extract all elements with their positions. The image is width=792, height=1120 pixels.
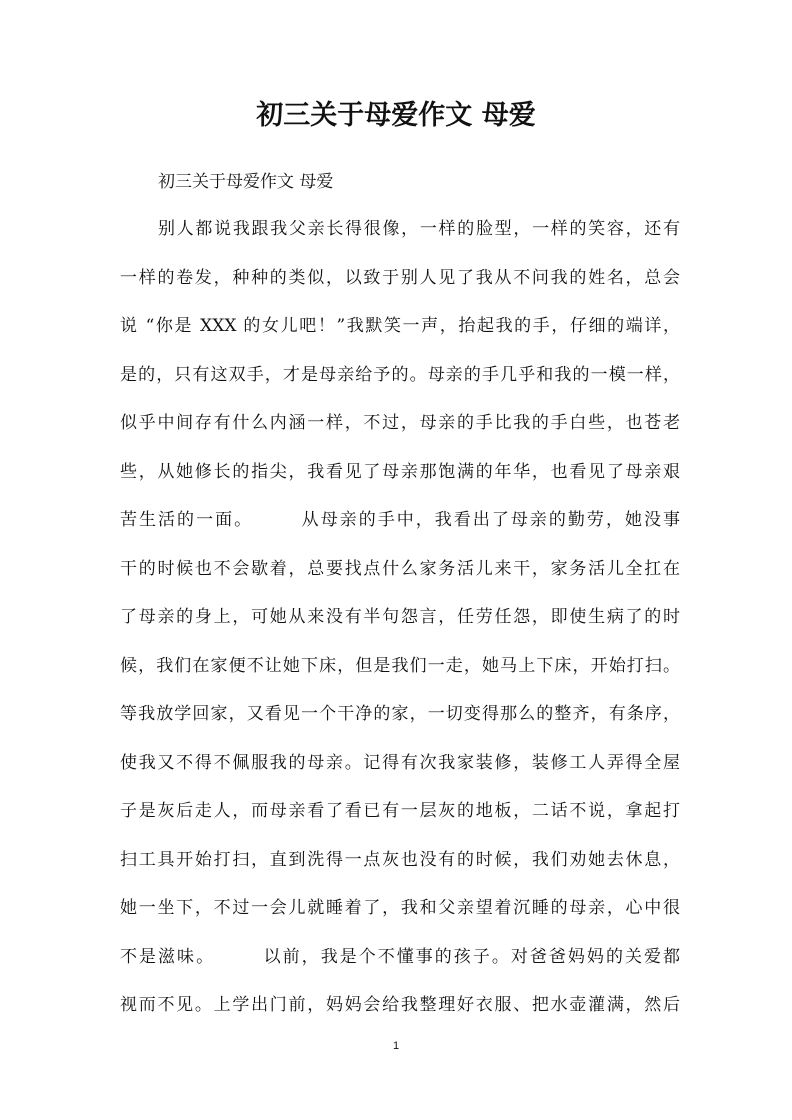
document-subtitle: 初三关于母爱作文 母爱 — [158, 172, 334, 192]
body-line: 说 “你是 XXX 的女儿吧！”我默笑一声，抬起我的手，仔细的端详， — [120, 316, 680, 336]
body-line: 是的，只有这双手，才是母亲给予的。母亲的手几乎和我的一模一样， — [120, 364, 680, 385]
body-line: 子是灰后走人，而母亲看了看已有一层灰的地板，二话不说，拿起打 — [120, 801, 680, 821]
body-line: 等我放学回家，又看见一个干净的家，一切变得那么的整齐，有条序， — [120, 704, 680, 724]
body-line: 别人都说我跟我父亲长得很像，一样的脸型，一样的笑容，还有 — [158, 219, 680, 239]
body-line: 似乎中间存有什么内涵一样，不过，母亲的手比我的手白些，也苍老 — [120, 413, 680, 433]
body-line: 了母亲的身上，可她从来没有半句怨言，任劳任怨，即使生病了的时 — [120, 607, 680, 627]
body-line: 她一坐下，不过一会儿就睡着了，我和父亲望着沉睡的母亲，心中很 — [120, 898, 680, 918]
body-line: 视而不见。上学出门前，妈妈会给我整理好衣服、把水壶灌满，然后 — [120, 995, 680, 1015]
body-line: 不是滋味。 以前，我是个不懂事的孩子。对爸爸妈妈的关爱都 — [120, 946, 680, 967]
body-line: 干的时候也不会歇着，总要找点什么家务活儿来干，家务活儿全扛在 — [120, 558, 680, 579]
body-line: 些，从她修长的指尖，我看见了母亲那饱满的年华，也看见了母亲艰 — [120, 461, 680, 482]
document-title: 初三关于母爱作文 母爱 — [256, 100, 536, 131]
body-line: 苦生活的一面。 从母亲的手中，我看出了母亲的勤劳，她没事 — [120, 510, 680, 530]
page-number: 1 — [392, 1040, 400, 1052]
body-line: 候，我们在家便不让她下床，但是我们一走，她马上下床，开始打扫。 — [120, 655, 680, 676]
body-line: 一样的卷发，种种的类似，以致于别人见了我从不问我的姓名，总会 — [120, 267, 680, 288]
body-line: 扫工具开始打扫，直到洗得一点灰也没有的时候，我们劝她去休息， — [120, 849, 680, 870]
body-line: 使我又不得不佩服我的母亲。记得有次我家装修，装修工人弄得全屋 — [120, 752, 680, 773]
